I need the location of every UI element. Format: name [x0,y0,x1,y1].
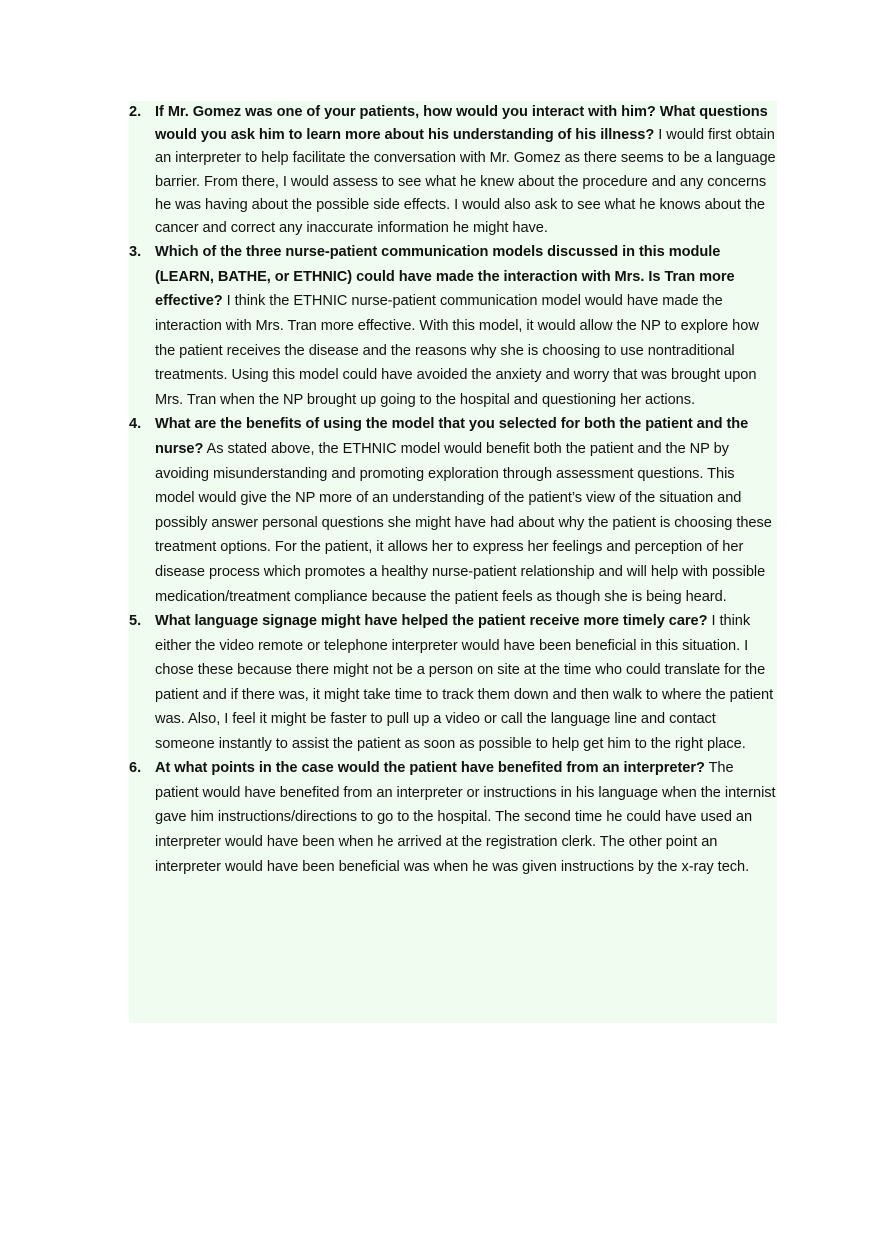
item-number: 6. [129,760,142,777]
question-text: If Mr. Gomez was one of your patients, how would you interact with him? What questions would you ask him to learn more about his understanding of his illness? [155,104,768,144]
item-number: 4. [129,416,142,433]
answer-text: The patient would have benefited from an interpreter or instructions in his language when the internist gave him instructions/directions to go to the hospital. The second time he could have used an interpreter would have been when he arrived at the registration clerk. The other point an interpreter would have been beneficial was when he was given instructions by the x-ray tech. [155,760,776,875]
question-text: At what points in the case would the patient have benefited from an interpreter? [155,760,705,777]
list-item-question-4 [129,412,777,609]
answer-text: I think either the video remote or telephone interpreter would have been beneficial in this situation. I chose these because there might not be a person on site at the time who could translate for the patient and if there was, it might take time to track them down and then walk to where the patient was. Also, I feel it might be faster to pull up a video or call the language line and contact someone instantly to assist the patient as soon as possible to help get him to the right place. [155,613,774,752]
item-number: 3. [129,244,142,261]
question-text: Which of the three nurse-patient communication models discussed in this module (LEARN, BATHE, or ETHNIC) could have made the interaction with Mrs. Is Tran more effective? [155,244,735,310]
answer-text: As stated above, the ETHNIC model would benefit both the patient and the NP by avoiding misunderstanding and promoting exploration through assessment questions. This model would give the NP more of an understanding of the patient’s view of the situation and possibly answer personal questions she might have had about why the patient is choosing these treatment options. For the patient, it allows her to express her feelings and perception of her disease process which promotes a healthy nurse-patient relationship and will help with possible medication/treatment compliance because the patient feels as though she is being heard. [155,440,772,605]
answer-text: I think the ETHNIC nurse-patient communication model would have made the interaction with Mrs. Tran more effective. With this model, it would allow the NP to explore how the patient receives the disease and the reasons why she is choosing to use nontraditional treatments. Using this model could have avoided the anxiety and worry that was brought upon Mrs. Tran when the NP brought up going to the hospital and questioning her actions. [155,293,759,408]
list-item-question-5 [129,609,777,756]
answer-text: I would first obtain an interpreter to help facilitate the conversation with Mr. Gomez as there seems to be a language barrier. From there, I would assess to see what he knew about the procedure and any concerns he was having about the possible side effects. I would also ask to see what he knows about the cancer and correct any inaccurate information he might have. [155,127,776,237]
list-item-question-3 [129,240,777,412]
question-text: What language signage might have helped the patient receive more timely care? [155,613,708,630]
question-answer-list [129,101,777,879]
item-number: 5. [129,613,142,630]
list-item-question-6 [129,756,777,879]
item-number: 2. [129,104,142,120]
question-text: What are the benefits of using the model that you selected for both the patient and the nurse? [155,416,749,457]
list-item-question-2 [129,101,777,240]
